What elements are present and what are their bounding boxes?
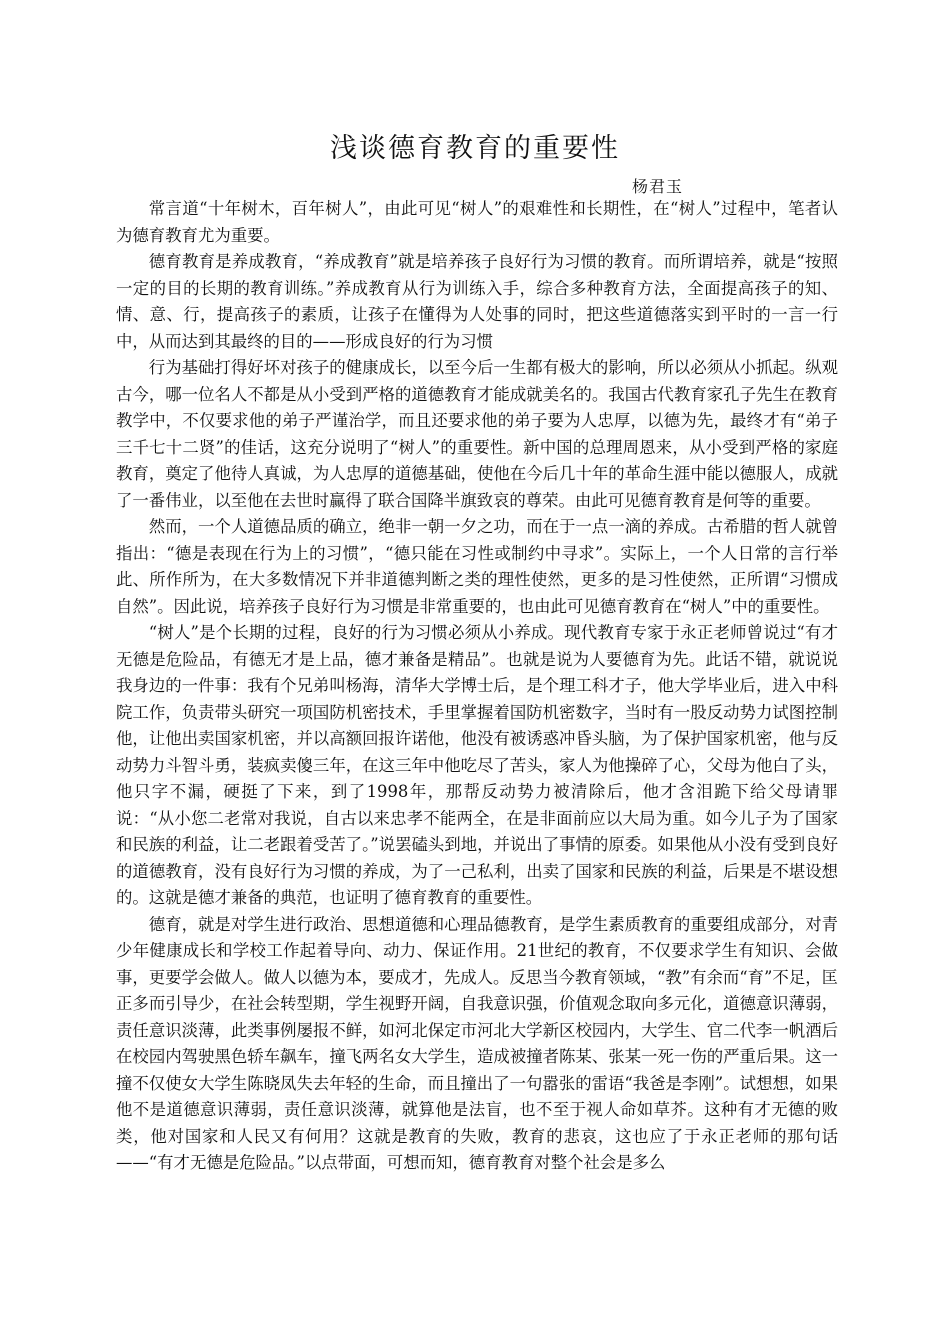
paragraph: 德育，就是对学生进行政治、思想道德和心理品德教育，是学生素质教育的重要组成部分，对青少年健康成长和学校工作起着导向、动力、保证作用。21世纪的教育，不仅要求学生有知识、会做事，更要学会做人。做人以德为本，要成才，先成人。反思当今教育领域，“教”有余而“育”不足，匡正多而引导少，在社会转型期，学生视野开阔，自我意识强，价值观念取向多元化，道德意识薄弱，责任意识淡薄，此类事例屡报不鲜，如河北保定市河北大学新区校园内，大学生、官二代李一帆酒后在校园内驾驶黑色轿车飙车，撞飞两名女大学生，造成被撞者陈某、张某一死一伤的严重后果。这一撞不仅使女大学生陈晓凤失去年轻的生命，而且撞出了一句嚣张的雷语“我爸是李刚”。试想想，如果他不是道德意识薄弱，责任意识淡薄，就算他是法盲，也不至于视人命如草芥。这种有才无德的败类，他对国家和人民又有何用？这就是教育的失败，教育的悲哀，这也应了于永正老师的那句话——“有才无德是危险品。”以点带面，可想而知，德育教育对整个社会是多么 — [116, 914, 838, 1172]
paragraph: 然而，一个人道德品质的确立，绝非一朝一夕之功，而在于一点一滴的养成。古希腊的哲人就曾指出：“德是表现在行为上的习惯”，“德只能在习性或制约中寻求”。实际上，一个人日常的言行举此、所作所为，在大多数情况下并非道德判断之类的理性使然，更多的是习性使然，正所谓“习惯成自然”。因此说，培养孩子良好行为习惯是非常重要的，也由此可见德育教育在“树人”中的重要性。 — [116, 517, 838, 616]
paragraph: 德育教育是养成教育，“养成教育”就是培养孩子良好行为习惯的教育。而所谓培养，就是“按照一定的目的长期的教育训练。”养成教育从行为训练入手，综合多种教育方法，全面提高孩子的知、情、意、行，提高孩子的素质，让孩子在懂得为人处事的同时，把这些道德落实到平时的一言一行中，从而达到其最终的目的——形成良好的行为习惯 — [116, 252, 838, 351]
author-name: 杨君玉 — [632, 177, 684, 196]
paragraph: “树人”是个长期的过程，良好的行为习惯必须从小养成。现代教育专家于永正老师曾说过“有才无德是危险品，有德无才是上品，德才兼备是精品”。也就是说为人要德育为先。此话不错，就说说我身边的一件事：我有个兄弟叫杨海，清华大学博士后，是个理工科才子，他大学毕业后，进入中科院工作，负责带头研究一项国防机密技术，手里掌握着国防机密数字，当时有一股反动势力试图控制他，让他出卖国家机密，并以高额回报许诺他，他没有被诱惑冲昏头脑，为了保护国家机密，他与反动势力斗智斗勇，装疯卖傻三年，在这三年中他吃尽了苦头，家人为他操碎了心，父母为他白了头，他只字不漏，硬挺了下来，到了1998年，那帮反动势力被清除后，他才含泪跪下给父母请罪说：“从小您二老常对我说，自古以来忠孝不能两全，在是非面前应以大局为重。如今儿子为了国家和民族的利益，让二老跟着受苦了。”说罢磕头到地，并说出了事情的原委。如果他从小没有受到良好的道德教育，没有良好行为习惯的养成，为了一己私利，出卖了国家和民族的利益，后果是不堪设想的。这就是德才兼备的典范，也证明了德育教育的重要性。 — [116, 623, 838, 907]
paragraph: 常言道“十年树木，百年树人”，由此可见“树人”的艰难性和长期性，在“树人”过程中，笔者认为德育教育尤为重要。 — [116, 199, 838, 245]
paragraph: 行为基础打得好坏对孩子的健康成长，以至今后一生都有极大的影响，所以必须从小抓起。纵观古今，哪一位名人不都是从小受到严格的道德教育才能成就美名的。我国古代教育家孔子先生在教育教学中，不仅要求他的弟子严谨治学，而且还要求他的弟子要为人忠厚，以德为先，最终才有“弟子三千七十二贤”的佳话，这充分说明了“树人”的重要性。新中国的总理周恩来，从小受到严格的家庭教育，奠定了他待人真诚，为人忠厚的道德基础，使他在今后几十年的革命生涯中能以德服人，成就了一番伟业，以至他在去世时赢得了联合国降半旗致哀的尊荣。由此可见德育教育是何等的重要。 — [116, 358, 838, 510]
article-body — [116, 196, 838, 1177]
document-title: 浅谈德育教育的重要性 — [330, 133, 620, 164]
